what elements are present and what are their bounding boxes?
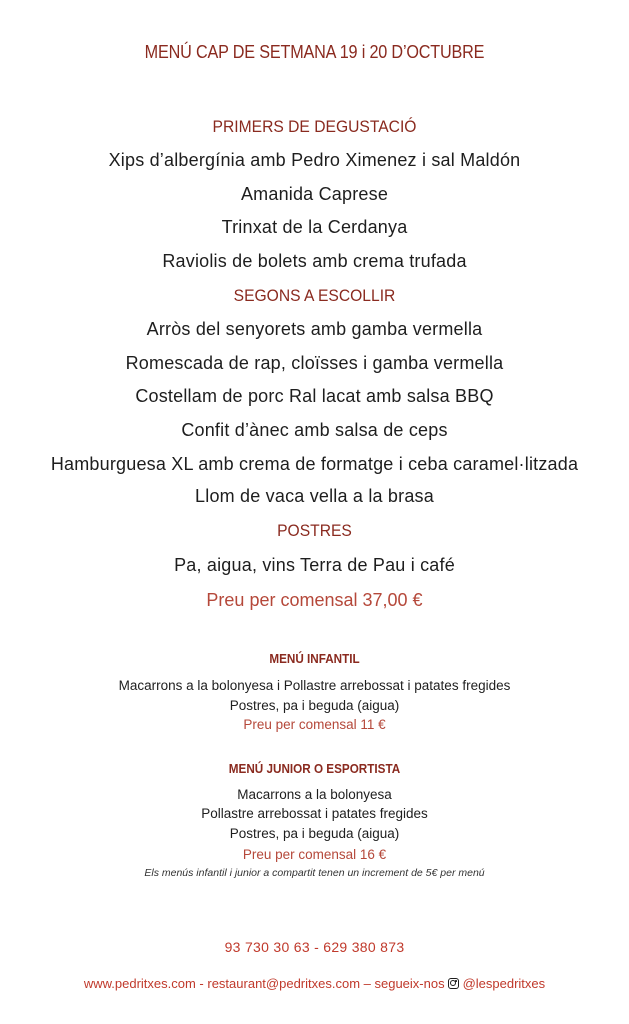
- kids-menu-line: Postres, pa i beguda (aigua): [229, 698, 400, 713]
- instagram-icon[interactable]: [448, 978, 459, 989]
- starter-item: Amanida Caprese: [240, 184, 389, 204]
- junior-menu-line: Macarrons a la bolonyesa: [237, 787, 392, 802]
- main-menu-price: Preu per comensal 37,00 €: [206, 590, 423, 610]
- main-item: Arròs del senyorets amb gamba vermella: [146, 319, 483, 339]
- starter-item: Raviolis de bolets amb crema trufada: [162, 251, 467, 271]
- main-item: Romescada de rap, cloïsses i gamba vermella: [125, 353, 504, 373]
- desserts-heading: POSTRES: [277, 521, 352, 540]
- phone-numbers[interactable]: 93 730 30 63 - 629 380 873: [224, 939, 405, 955]
- menu-title: MENÚ CAP DE SETMANA 19 i 20 D’OCTUBRE: [144, 42, 485, 62]
- main-item: Hamburguesa XL amb crema de formatge i ceba caramel·litzada: [50, 454, 579, 474]
- footer-contact: [0, 976, 629, 991]
- menu-note: Els menús infantil i junior a compartit tenen un increment de 5€ per menú: [144, 867, 485, 879]
- footer-links[interactable]: www.pedritxes.com - restaurant@pedritxes.com – segueix-nos: [83, 976, 445, 991]
- instagram-handle[interactable]: @lespedritxes: [462, 976, 546, 991]
- junior-menu-heading: MENÚ JUNIOR O ESPORTISTA: [228, 761, 401, 776]
- included-items: Pa, aigua, vins Terra de Pau i café: [174, 555, 455, 575]
- mains-heading: SEGONS A ESCOLLIR: [233, 286, 396, 305]
- starter-item: Xips d’albergínia amb Pedro Ximenez i sal Maldón: [108, 150, 521, 170]
- junior-menu-line: Pollastre arrebossat i patates fregides: [201, 806, 428, 821]
- kids-menu-line: Macarrons a la bolonyesa i Pollastre arrebossat i patates fregides: [118, 678, 511, 693]
- main-item: Confit d’ànec amb salsa de ceps: [181, 420, 448, 440]
- kids-menu-price: Preu per comensal 11 €: [243, 717, 386, 732]
- junior-menu-price: Preu per comensal 16 €: [242, 847, 387, 862]
- main-item: Costellam de porc Ral lacat amb salsa BBQ: [135, 386, 494, 406]
- starters-heading: PRIMERS DE DEGUSTACIÓ: [212, 117, 417, 136]
- kids-menu-heading: MENÚ INFANTIL: [269, 651, 360, 666]
- main-item: Llom de vaca vella a la brasa: [195, 486, 434, 506]
- junior-menu-line: Postres, pa i beguda (aigua): [229, 826, 400, 841]
- starter-item: Trinxat de la Cerdanya: [221, 217, 408, 237]
